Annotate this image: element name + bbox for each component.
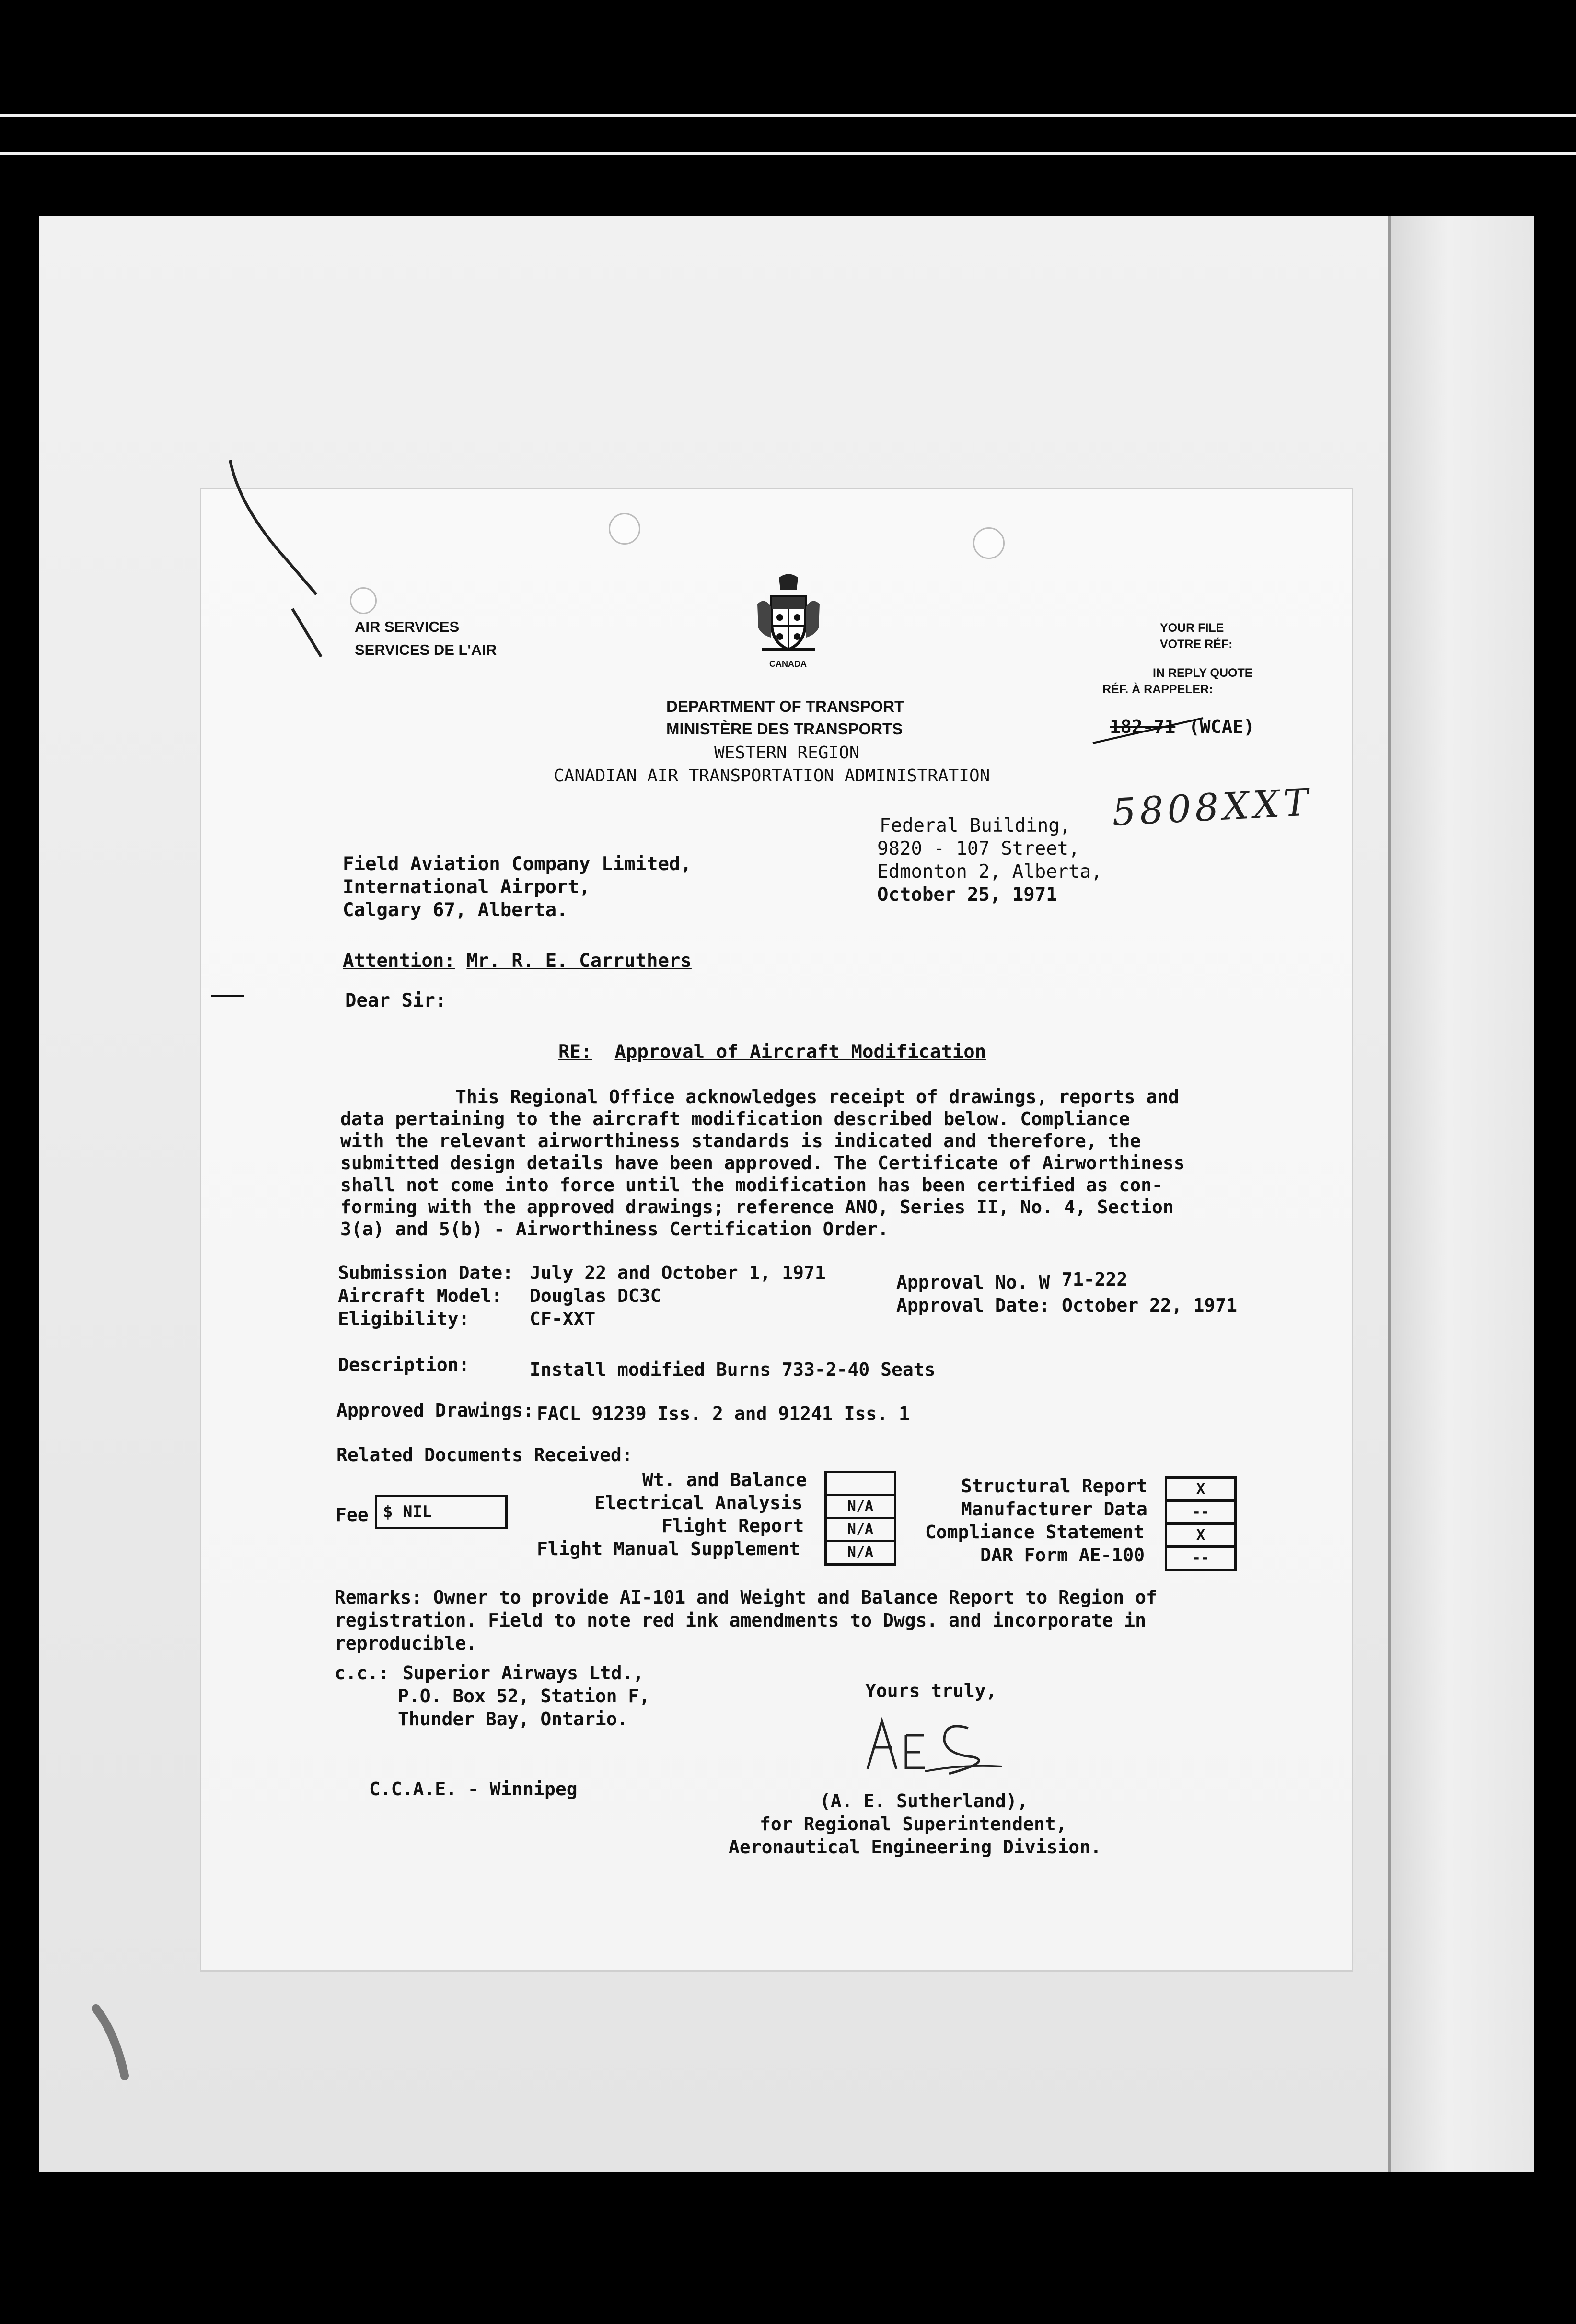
- department-line-1: DEPARTMENT OF TRANSPORT: [666, 697, 904, 715]
- body-line: submitted design details have been approved. The Certificate of Airworthiness: [340, 1152, 1185, 1174]
- remarks-line-3: reproducible.: [335, 1633, 477, 1654]
- letter-sheet: [201, 489, 1352, 1970]
- in-reply-label: IN REPLY QUOTE: [1153, 666, 1253, 680]
- punch-hole-right: [973, 527, 1005, 559]
- canada-crest-icon: [753, 570, 824, 657]
- handwritten-signature: [853, 1707, 1011, 1778]
- sender-address-line-3: Edmonton 2, Alberta,: [877, 861, 1102, 883]
- doc-box-electrical: N/A: [824, 1494, 896, 1520]
- paper-clip-icon: [220, 451, 326, 690]
- handwritten-file-number: 5808XXT: [1111, 781, 1313, 835]
- doc-label-manufacturer: Manufacturer Data: [961, 1499, 1147, 1520]
- remarks-line-1: [335, 1587, 1157, 1608]
- punch-hole-margin: [350, 587, 377, 614]
- attention-line: [343, 950, 692, 972]
- doc-label-structural: Structural Report: [961, 1476, 1147, 1497]
- remarks-line-2: registration. Field to note red ink amendments to Dwgs. and incorporate in: [335, 1610, 1146, 1631]
- submission-date-label: Submission Date:: [338, 1262, 514, 1283]
- page-edge-fold: [1388, 216, 1534, 2172]
- cc-line-1: Superior Airways Ltd.,: [403, 1662, 644, 1684]
- doc-box-compliance: X: [1165, 1522, 1237, 1548]
- approval-date-label: Approval Date:: [896, 1295, 1050, 1316]
- description-label: Description:: [338, 1354, 470, 1375]
- doc-label-dar-form: DAR Form AE-100: [980, 1545, 1145, 1566]
- approved-drawings-label: Approved Drawings:: [336, 1400, 534, 1421]
- air-services-label: AIR SERVICES: [355, 618, 460, 635]
- doc-label-electrical: Electrical Analysis: [594, 1492, 803, 1513]
- top-film-band-2: [0, 152, 1576, 155]
- signatory-name: (A. E. Sutherland),: [820, 1790, 1028, 1812]
- eligibility-label: Eligibility:: [338, 1308, 470, 1329]
- region-line-2: CANADIAN AIR TRANSPORTATION ADMINISTRATION: [554, 766, 990, 786]
- margin-tick: [211, 995, 244, 997]
- ref-rappeler-label: RÉF. À RAPPELER:: [1102, 683, 1213, 696]
- submission-date-value: July 22 and October 1, 1971: [530, 1262, 826, 1283]
- strike-mark: [1088, 714, 1208, 748]
- department-line-2: MINISTÈRE DES TRANSPORTS: [666, 720, 903, 738]
- aircraft-model-value: Douglas DC3C: [530, 1285, 661, 1306]
- sender-address-line-1: Federal Building,: [880, 815, 1071, 837]
- crest-caption: CANADA: [769, 659, 807, 669]
- doc-box-wt-balance: [824, 1471, 896, 1497]
- letter-date: October 25, 1971: [877, 884, 1057, 906]
- remarks-label: Remarks:: [335, 1587, 423, 1608]
- subject-line: [558, 1041, 986, 1063]
- remarks-text-1: Owner to provide AI-101 and Weight and Balance Report to Region of: [433, 1587, 1157, 1608]
- fee-label: Fee: [336, 1504, 369, 1525]
- signatory-title-1: for Regional Superintendent,: [760, 1813, 1067, 1835]
- subject-text: Approval of Aircraft Modification: [614, 1041, 986, 1063]
- punch-hole-left: [609, 513, 640, 545]
- doc-label-flight-manual: Flight Manual Supplement: [537, 1538, 800, 1559]
- doc-box-manufacturer: --: [1165, 1499, 1237, 1525]
- closing-yours-truly: Yours truly,: [865, 1680, 997, 1701]
- fee-box: $ NIL: [375, 1495, 508, 1529]
- body-line: with the relevant airworthiness standards is indicated and therefore, the: [340, 1130, 1141, 1151]
- cc-label: c.c.:: [335, 1662, 390, 1684]
- approval-date-value: October 22, 1971: [1062, 1295, 1238, 1316]
- body-line: This Regional Office acknowledges receipt of drawings, reports and: [455, 1086, 1179, 1107]
- doc-label-flight-report: Flight Report: [661, 1515, 804, 1536]
- related-docs-heading: Related Documents Received:: [336, 1444, 633, 1465]
- body-line: shall not come into force until the modification has been certified as con-: [340, 1174, 1163, 1196]
- top-film-band: [0, 114, 1576, 117]
- recipient-line-3: Calgary 67, Alberta.: [343, 899, 568, 921]
- recipient-line-2: International Airport,: [343, 876, 591, 898]
- doc-label-wt-balance: Wt. and Balance: [642, 1469, 807, 1490]
- cc-line-3: Thunder Bay, Ontario.: [398, 1708, 628, 1730]
- attention-name: Mr. R. E. Carruthers: [466, 950, 692, 972]
- votre-ref-label: VOTRE RÉF:: [1160, 638, 1233, 651]
- attention-label: Attention:: [343, 950, 455, 972]
- recipient-line-1: Field Aviation Company Limited,: [343, 853, 692, 875]
- binding-mark: [86, 2004, 144, 2080]
- cc-line-4: C.C.A.E. - Winnipeg: [369, 1778, 578, 1800]
- eligibility-value: CF-XXT: [530, 1308, 596, 1329]
- body-paragraph: [340, 1086, 1185, 1240]
- body-line: forming with the approved drawings; reference ANO, Series II, No. 4, Section: [340, 1197, 1174, 1218]
- sender-address-line-2: 9820 - 107 Street,: [877, 838, 1080, 860]
- aircraft-model-label: Aircraft Model:: [338, 1285, 503, 1306]
- body-line: data pertaining to the aircraft modification described below. Compliance: [340, 1108, 1130, 1129]
- body-line: 3(a) and 5(b) - Airworthiness Certification Order.: [340, 1219, 889, 1240]
- doc-box-dar-form: --: [1165, 1545, 1237, 1571]
- approval-number-value: 71-222: [1062, 1269, 1128, 1290]
- office-code: (WCAE): [1189, 716, 1255, 737]
- services-de-lair-label: SERVICES DE L'AIR: [355, 641, 497, 658]
- struck-reference-number: 182-71: [1110, 716, 1176, 737]
- approval-number-label: Approval No. W: [896, 1272, 1050, 1293]
- doc-box-flight-report: N/A: [824, 1517, 896, 1543]
- salutation: Dear Sir:: [345, 990, 447, 1011]
- doc-box-structural: X: [1165, 1476, 1237, 1502]
- doc-label-compliance: Compliance Statement: [925, 1522, 1145, 1543]
- approved-drawings-value: FACL 91239 Iss. 2 and 91241 Iss. 1: [537, 1403, 910, 1424]
- your-file-label: YOUR FILE: [1160, 621, 1224, 635]
- cc-line-2: P.O. Box 52, Station F,: [398, 1685, 650, 1707]
- description-value: Install modified Burns 733-2-40 Seats: [530, 1359, 936, 1380]
- signatory-title-2: Aeronautical Engineering Division.: [729, 1836, 1101, 1858]
- doc-box-flight-manual: N/A: [824, 1540, 896, 1566]
- subject-label: RE:: [558, 1041, 592, 1063]
- region-line-1: WESTERN REGION: [714, 743, 860, 763]
